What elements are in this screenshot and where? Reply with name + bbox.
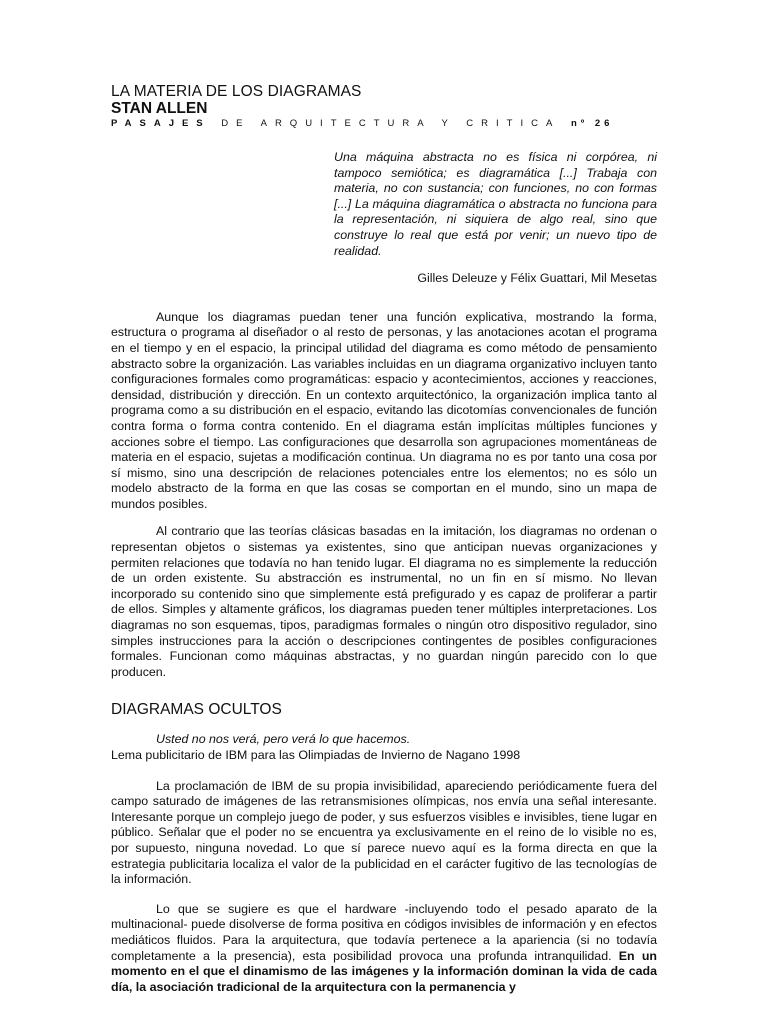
series-line xyxy=(111,118,657,130)
body-paragraph-4-text: Lo que se sugiere es que el hardware -incluyendo todo el pesado aparato de la multinacional- puede disolverse de forma positiva en códigos invisibles de información y en efectos mediáticos fluidos. Para la arquitectura, que todavía pertenece a la apariencia (si no todavía completamente a la presencia), esta posibilidad provoca una profunda intranquilidad. xyxy=(111,901,657,963)
document-page xyxy=(111,83,657,995)
motto-source: Lema publicitario de IBM para las Olimpiadas de Invierno de Nagano 1998 xyxy=(111,748,521,762)
body-paragraph-2: Al contrario que las teorías clásicas basadas en la imitación, los diagramas no ordenan o representan objetos o sistemas ya existentes, sino que anticipan nuevas organizaciones y permiten relaciones que todavía no han tenido lugar. El diagrama no es simplemente la reducción de un orden existente. Su abstracción es instrumental, no un fin en sí mismo. No llevan incorporado su contenido sino que simplemente está prefigurado y es capaz de proliferar a partir de ellos. Simples y altamente gráficos, los diagramas pueden tener múltiples interpretaciones. Los diagramas no son esquemas, tipos, paradigmas formales o ningún otro dispositivo regulador, sino simples instrucciones para la acción o descripciones contingentes de posibles configuraciones formales. Funcionan como máquinas abstractas, y no guardan ningún parecido con lo que producen. xyxy=(111,524,657,679)
series-name: PASAJES xyxy=(111,118,211,129)
body-paragraph-3: La proclamación de IBM de su propia invisibilidad, apareciendo periódicamente fuera del campo saturado de imágenes de las retransmisiones olímpicas, nos envía una señal interesante. Interesante porque un complejo juego de poder, y sus esfuerzos visibles e invisibles, tiene lugar en público. Señalar que el poder no se encuentra ya exclusivamente en el reino de lo visible no es, por supuesto, ninguna novedad. Lo que sí parece nuevo aquí es la forma directa en que la estrategia publicitaria localiza el valor de la publicidad en el carácter fugitivo de las tecnologías de la información. xyxy=(111,778,657,887)
motto-block xyxy=(111,732,657,763)
body-paragraph-4-bold-text: En un momento en el que el dinamismo de las imágenes y la información dominan la vida de cada día, la asociación tradicional de la arquitectura con la permanencia y xyxy=(111,948,657,994)
body-paragraph-4 xyxy=(111,902,657,996)
section-heading: DIAGRAMAS OCULTOS xyxy=(111,701,282,719)
author-name: STAN ALLEN xyxy=(111,100,208,117)
epigraph-quote: Una máquina abstracta no es física ni corpórea, ni tampoco semiótica; es diagramática [...] Trabaja con materia, no con sustancia; con funciones, no con formas [...] La máquina diagramática o abstracta no funciona para la representación, ni siquiera de algo real, sino que construye lo real que está por venir; un nuevo tipo de realidad. xyxy=(334,150,657,258)
series-subtitle: DE ARQUITECTURA Y CRITICA xyxy=(221,118,561,129)
series-number: nº 26 xyxy=(570,118,614,129)
document-title: LA MATERIA DE LOS DIAGRAMAS xyxy=(111,83,362,100)
body-paragraph-1: Aunque los diagramas puedan tener una función explicativa, mostrando la forma, estructura o programa al diseñador o al resto de personas, y las anotaciones acotan el programa en el tiempo y en el espacio, la principal utilidad del diagrama es como método de pensamiento abstracto sobre la organización. Las variables incluidas en un diagrama organizativo incluyen tanto configuraciones formales como programáticas: espacio y acontecimientos, acciones y reacciones, densidad, distribución y dirección. En un contexto arquitectónico, la organización implica tanto al programa como a su distribución en el espacio, evitando las dicotomías convencionales de función contra forma o forma contra contenido. En el diagrama están implícitas múltiples funciones y acciones sobre el tiempo. Las configuraciones que desarrolla son agrupaciones momentáneas de materia en el espacio, sujetas a modificación continua. Un diagrama no es por tanto una cosa por sí mismo, sino una descripción de relaciones potenciales entre los elementos; no es sólo un modelo abstracto de la forma en que las cosas se comportan en el mundo, sino un mapa de mundos posibles. xyxy=(111,309,657,511)
motto-quote: Usted no nos verá, pero verá lo que hacemos. xyxy=(156,732,411,747)
epigraph-source: Gilles Deleuze y Félix Guattari, Mil Mesetas xyxy=(417,271,657,286)
